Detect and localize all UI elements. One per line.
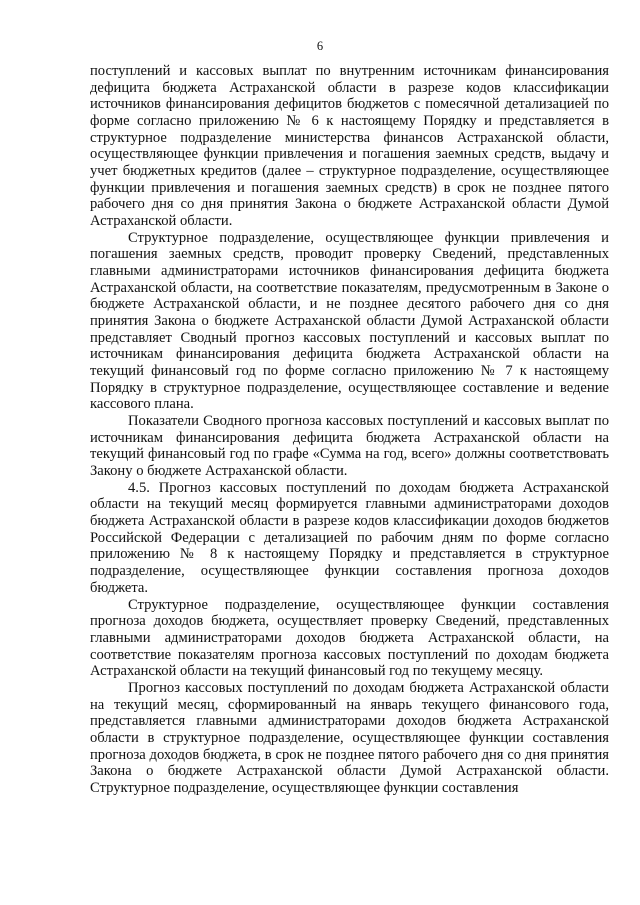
body-text — [90, 63, 609, 797]
paragraph-4: 4.5. Прогноз кассовых поступлений по доходам бюджета Астраханской области на текущий месяц формируется главными администраторами доходов бюджета Астраханской области в разрезе кодов классификации доходов бюджетов Российской Федерации с детализацией по рабочим дням по форме согласно приложению № 8 к настоящему Порядку и представляется в структурное подразделение, осуществляющее функции составления прогноза доходов бюджета. — [90, 479, 609, 596]
paragraph-5: Структурное подразделение, осуществляющее функции составления прогноза доходов бюджета, осуществляет проверку Сведений, представленных главными администраторами доходов бюджета Астраханской области, на соответствие показателям прогноза кассовых поступлений по доходам бюджета Астраханской области на текущий финансовый год по текущему месяцу. — [90, 596, 609, 680]
paragraph-1: поступлений и кассовых выплат по внутренним источникам финансирования дефицита бюджета Астраханской области в разрезе кодов классификации источников финансирования дефицитов бюджетов с помесячной детализацией по форме согласно приложению № 6 к настоящему Порядку и представляется в структурное подразделение министерства финансов Астраханской области, осуществляющее функции привлечения и погашения заемных средств, выдачу и учет бюджетных кредитов (далее – структурное подразделение, осуществляющее функции привлечения и погашения заемных средств) в срок не позднее пятого рабочего дня со дня принятия Закона о бюджете Астраханской области Думой Астраханской области. — [90, 63, 609, 230]
paragraph-3: Показатели Сводного прогноза кассовых поступлений и кассовых выплат по источникам финансирования дефицита бюджета Астраханской области на текущий финансовый год по графе «Сумма на год, всего» должны соответствовать Закону о бюджете Астраханской области. — [90, 413, 609, 480]
paragraph-2: Структурное подразделение, осуществляющее функции привлечения и погашения заемных средств, проводит проверку Сведений, представленных главными администраторами источников финансирования дефицита бюджета Астраханской области, на соответствие показателям, предусмотренным в Законе о бюджете Астраханской области, и не позднее десятого рабочего дня со дня принятия Закона о бюджете Астраханской области Думой Астраханской области представляет Сводный прогноз кассовых поступлений и кассовых выплат по источникам финансирования дефицита бюджета Астраханской области на текущий финансовый год по форме согласно приложению № 7 к настоящему Порядку в структурное подразделение, осуществляющее составление и ведение кассового плана. — [90, 229, 609, 413]
page-number: 6 — [316, 39, 324, 53]
paragraph-6: Прогноз кассовых поступлений по доходам бюджета Астраханской области на текущий месяц, сформированный на январь текущего финансового года, представляется главными администраторами доходов бюджета Астраханской области в структурное подразделение, осуществляющее функции составления прогноза доходов бюджета, в срок не позднее пятого рабочего дня со дня принятия Закона о бюджете Астраханской области Думой Астраханской области. Структурное подразделение, осуществляющее функции составления — [90, 679, 609, 796]
